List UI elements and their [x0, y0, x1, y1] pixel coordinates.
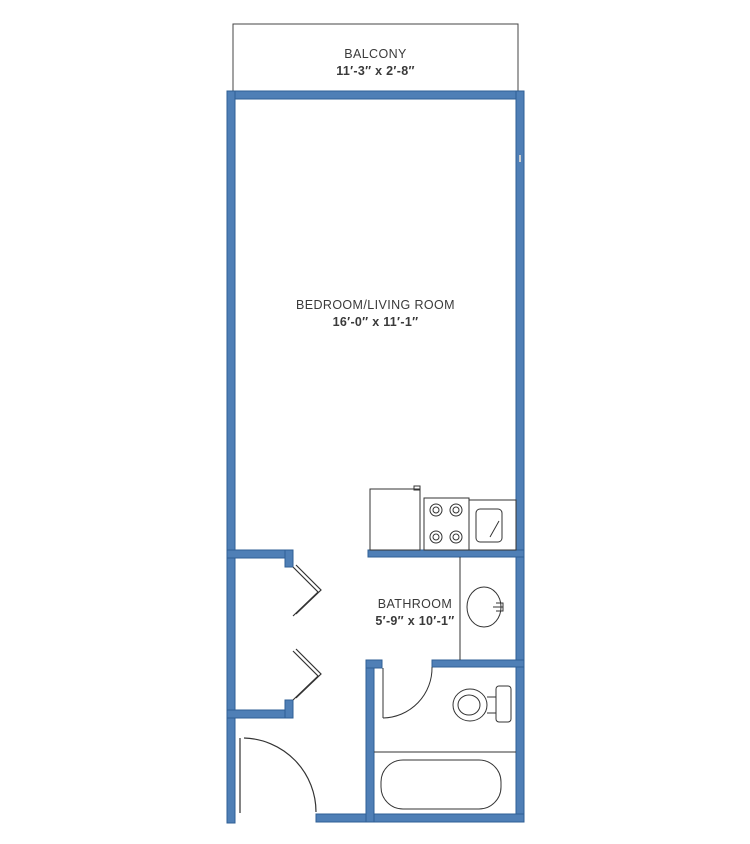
closet-doors [293, 565, 321, 700]
wall-left-lower [227, 710, 235, 823]
entry-door [240, 738, 316, 813]
refrigerator [370, 489, 420, 550]
stove [424, 498, 469, 550]
wall-bath-top-stub [366, 660, 382, 668]
bathroom-fixtures [374, 557, 516, 809]
wall-closet-top-stub [285, 550, 293, 567]
wall-top [227, 91, 524, 99]
wall-closet-bottom-stub [285, 700, 293, 718]
bathtub [381, 760, 501, 809]
wall-closet-bottom [227, 710, 293, 718]
walls [227, 91, 524, 823]
bedroom-name: BEDROOM/LIVING ROOM [295, 298, 455, 312]
wall-closet-top [227, 550, 293, 558]
balcony-dimensions: 11′-3″ x 2′-8″ [336, 63, 415, 78]
wall-bottom [316, 814, 524, 822]
bathroom-label [356, 596, 474, 630]
balcony-label [233, 46, 518, 80]
wall-kitchen-base [368, 550, 524, 557]
toilet [453, 686, 511, 722]
bathroom-name: BATHROOM [377, 597, 453, 611]
wall-left-upper [227, 91, 235, 560]
wall-left-middle [227, 550, 235, 718]
balcony-name: BALCONY [344, 47, 407, 61]
wall-bath-left [366, 660, 374, 822]
bathroom-dimensions: 5′-9″ x 10′-1″ [375, 613, 455, 628]
kitchen-sink [476, 509, 502, 542]
wall-right [516, 91, 524, 822]
kitchen [370, 486, 516, 550]
bedroom-label [235, 297, 516, 331]
bedroom-dimensions: 16′-0″ x 11′-1″ [332, 314, 419, 329]
wall-bath-top [432, 660, 524, 667]
